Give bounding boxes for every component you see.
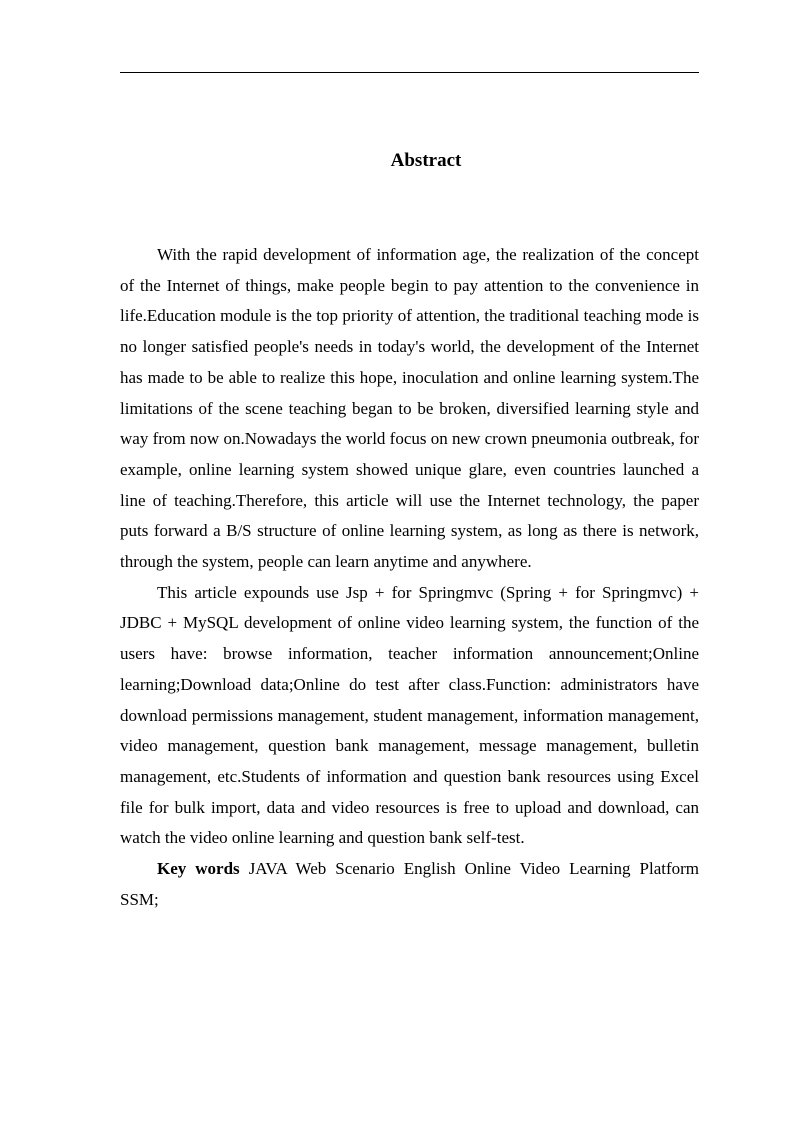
keywords-line [120, 854, 699, 915]
page-title: Abstract [390, 150, 462, 171]
abstract-paragraph-2: This article expounds use Jsp + for Springmvc (Spring + for Springmvc) + JDBC + MySQL development of online video learning system, the function of the users have: browse information, teacher information announcement;Online learning;Download data;Online do test after class.Function: administrators have download permissions management, student management, information management, video management, question bank management, message management, bulletin management, etc.Students of information and question bank resources using Excel file for bulk import, data and video resources is free to upload and download, can watch the video online learning and question bank self-test. [120, 582, 699, 848]
keywords-text: JAVA Web Scenario English Online Video Learning Platform SSM; [120, 859, 700, 909]
abstract-body [120, 240, 699, 915]
abstract-paragraph-1: With the rapid development of information age, the realization of the concept of the Internet of things, make people begin to pay attention to the convenience in life.Education module is the top priority of attention, the traditional teaching mode is no longer satisfied people's needs in today's world, the development of the Internet has made to be able to realize this hope, inoculation and online learning system.The limitations of the scene teaching began to be broken, diversified learning style and way from now on.Nowadays the world focus on new crown pneumonia outbreak, for example, online learning system showed unique glare, even countries launched a line of teaching.Therefore, this article will use the Internet technology, the paper puts forward a B/S structure of online learning system, as long as there is network, through the system, people can learn anytime and anywhere. [120, 245, 699, 572]
header-rule [120, 72, 699, 73]
keywords-label: Key words [157, 859, 240, 879]
